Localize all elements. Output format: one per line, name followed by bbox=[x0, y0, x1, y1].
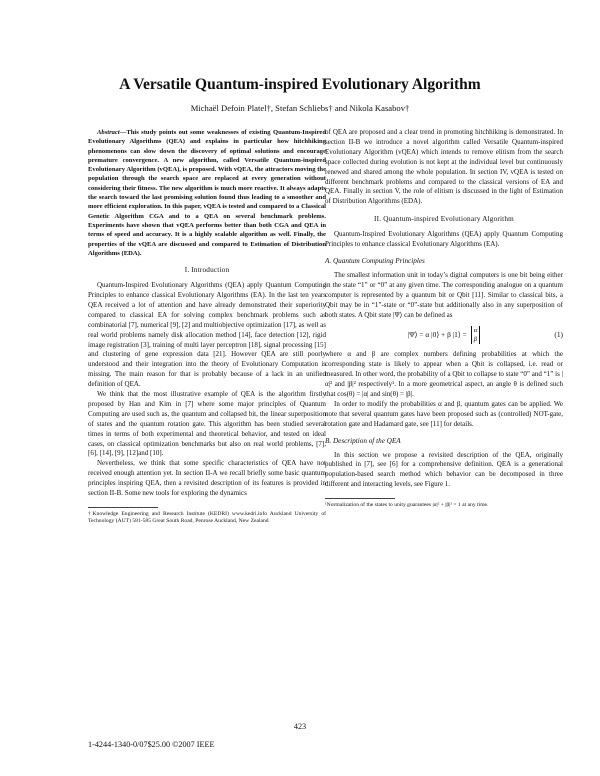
section-heading-qea: II. Quantum-inspired Evolutionary Algorithm bbox=[374, 215, 514, 224]
paper-title: A Versatile Quantum-inspired Evolutionary Algorithm bbox=[119, 76, 481, 93]
left-column bbox=[88, 128, 326, 526]
author-list: Michaël Defoin Platel†, Stefan Schliebs† and Nikola Kasabov† bbox=[190, 103, 410, 113]
equation-matrix bbox=[471, 326, 480, 344]
equation-number: (1) bbox=[554, 330, 563, 340]
page-number: 423 bbox=[293, 722, 307, 731]
normalization-footnote: ¹Normalization of the states to unity guarantees |α|² + |β|² = 1 at any time. bbox=[325, 502, 489, 509]
section-heading-introduction: I. Introduction bbox=[184, 266, 230, 275]
equation-lhs: |Ψ⟩ = α |0⟩ + β |1⟩ = bbox=[407, 330, 467, 340]
quantum-paragraph-3: In order to modify the probabilities α and β, quantum gates can be applied. We note that several quantum gates have been proposed such as (controlled) NOT-gate, rotation gate and Hadamard gate, see [11] for details. bbox=[325, 399, 563, 428]
footnote-divider bbox=[88, 507, 158, 508]
isbn-copyright: 1-4244-1340-0/07$25.00 ©2007 IEEE bbox=[88, 740, 215, 749]
subsection-heading-qea-description: B. Description of the QEA bbox=[325, 436, 401, 445]
intro-paragraph-3: Nevertheless, we think that some specific characteristics of QEA have not received enough attention yet. In section II-A we recall briefly some basic quantum principles inspiring QEA, then a revisited description of its features is provided in section II-B. Some new tools for exploring the dynamics bbox=[88, 459, 326, 498]
equation-1 bbox=[325, 324, 563, 346]
qea-intro-paragraph: Quantum-Inspired Evolutionary Algorithms (QEA) apply Quantum Computing Principles to enhance classical Evolutionary Algorithms (EA). bbox=[325, 230, 563, 249]
quantum-paragraph-2: where α and β are complex numbers defining probabilities at which the corresponding state is likely to appear when a Qbit is collapsed, i.e. read or measured. In other word, the probability of a Qbit to collapse to state “0” and “1” is |α|² and |β|² respectively¹. In a more geometrical aspect, an angle θ is defined such that cos(θ) = |α| and sin(θ) = |β|. bbox=[325, 350, 563, 399]
subsection-heading-quantum-principles: A. Quantum Computing Principles bbox=[325, 256, 425, 265]
abstract bbox=[88, 128, 326, 258]
quantum-paragraph-1: The smallest information unit in today’s digital computers is one bit being either in the state “1” or “0” at any given time. The corresponding analogue on a quantum computer is represented by a quantum bit or Qbit [11]. Similar to classical bits, a Qbit may be in “1”-state or “0”-state but additionally also in any superposition of both states. A Qbit state |Ψ⟩ can be defined as bbox=[325, 270, 563, 319]
intro-paragraph-continued: of QEA are proposed and a clear trend in promoting hitchhiking is demonstrated. In section II-B we introduce a novel algorithm called Versatile Quantum-inspired Evolutionary Algorithm (vQEA) which intends to remove elitism from the search space collected during evolution is not kept at the individual level but continuously renewed and shared among the whole population. In section IV, vQEA is tested on different benchmark problems and compared to the classical versions of EA and QEA. Finally in section V, the role of elitism is discussed in the light of Estimation of Distribution Algorithms (EDA). bbox=[325, 128, 563, 206]
right-column bbox=[325, 128, 563, 510]
matrix-beta: β bbox=[473, 336, 478, 344]
abstract-label: Abstract bbox=[97, 129, 120, 136]
abstract-text: —This study points out some weaknesses of existing Quantum-Inspired Evolutionary Algorithms (QEA) and explains in particular how hitchhiking phenomenons can slow down the discovery of optimal solutions and encourage premature convergence. A new algorithm, called Versatile Quantum-inspired Evolutionary Algorithm (vQEA), is proposed. With vQEA, the attractors moving the population through the search space are replaced at every generation without considering their fitness. The new algorithm is much more reactive. It always adapts the search toward the last promising solution found thus leading to a smoother and more efficient exploration. In this paper, vQEA is tested and compared to a Classical Genetic Algorithm CGA and to a QEA on several benchmark problems. Experiments have shown that vQEA performs better than both CGA and QEA in terms of speed and accuracy. It is a highly scalable algorithm as well. Finally, the properties of the vQEA are discussed and compared to Estimation of Distribution Algorithms (EDA). bbox=[88, 129, 326, 257]
qea-description-paragraph: In this section we propose a revisited description of the QEA, originally published in [7], see [6] for a comprehensive definition. QEA is a generational population-based search method which behavior can be decomposed in three different and interacting levels, see Figure 1. bbox=[325, 450, 563, 489]
intro-paragraph-1: Quantum-Inspired Evolutionary Algorithms (QEA) apply Quantum Computing Principles to enhance classical Evolutionary Algorithms (EA). In the last ten years QEA received a lot of attention and have already demonstrated their superiority compared to classical EA for solving complex benchmark problems such as combinatorial [7], numerical [9], [2] and multiobjective optimization [17], as well as real world problems namely disk allocation method [14], face detection [12], rigid image registration [3], training of multi layer perceptron [18], signal processing [15] and clustering of gene expression data [21]. However QEA are still poorly understood and their integration into the theory of Evolutionary Computation is missing. The main reason for that is probably because of a lack in an unified definition of QEA. bbox=[88, 281, 326, 389]
footnote-divider-right bbox=[325, 498, 395, 499]
matrix-alpha: α bbox=[473, 327, 478, 335]
affiliation-footnote: †Knowledge Engineering and Research Institute (KEDRI) www.kedri.info Auckland University of Technology (AUT) 581-585 Great South Road, Penrose Auckland, New Zealand bbox=[88, 511, 326, 525]
intro-paragraph-2: We think that the most illustrative example of QEA is the algorithm firstly proposed by Han and Kim in [7] where some major principles of Quantum Computing are used such as, the quantum and collapsed bit, the linear superposition of states and the quantum rotation gate. This algorithm has been studied several times in terms of both experimental and theoretical behavior, and tested on ideal cases, on classical optimization benchmarks but also on real world problems, [7], [6], [14], [9], [12]and [10]. bbox=[88, 390, 326, 458]
